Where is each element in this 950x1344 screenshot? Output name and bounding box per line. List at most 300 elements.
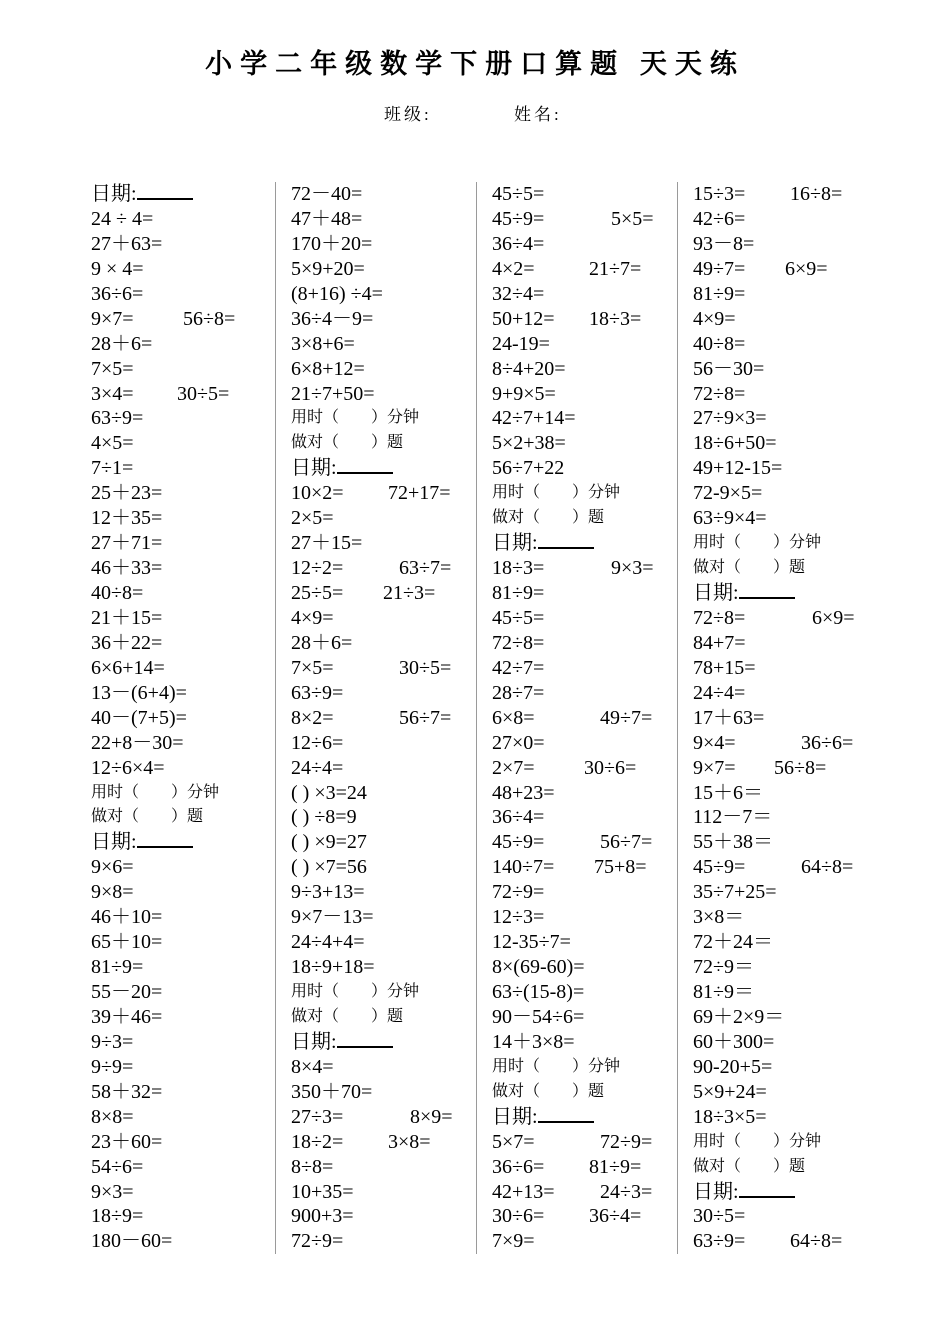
problem: 6×9= <box>785 257 828 280</box>
problem-row <box>291 855 419 880</box>
problem-row <box>492 756 637 781</box>
problem: ( ) ×9=27 <box>291 831 367 854</box>
problem-row <box>492 805 620 830</box>
problem-row <box>693 1055 821 1080</box>
name-label: 姓名: <box>514 105 562 124</box>
problem: 42÷6= <box>693 207 746 230</box>
problem: 63÷(15-8)= <box>492 981 585 1003</box>
problem-row <box>492 431 620 456</box>
problem-column-2 <box>291 182 453 1254</box>
tally-note: 用时（ ）分钟 <box>693 534 822 552</box>
problem: 4×9= <box>291 606 334 629</box>
tally-note: 用时（ ）分钟 <box>291 409 420 427</box>
problem-row <box>693 406 821 431</box>
problem-row <box>492 855 647 880</box>
date-label: 日期: <box>91 831 137 854</box>
problem: 30÷5= <box>399 656 452 679</box>
problem-row <box>291 731 419 756</box>
problem-row <box>693 1030 821 1055</box>
problem: 63÷9= <box>291 681 344 704</box>
problem-row <box>91 1080 219 1105</box>
tally-note: 用时（ ）分钟 <box>693 1132 822 1150</box>
problem: 27÷9×3= <box>693 407 767 430</box>
problem: 8×9= <box>410 1105 453 1128</box>
problem: 48+23= <box>492 781 555 804</box>
problem-row <box>291 1229 419 1254</box>
problem: 42÷7= <box>492 656 545 679</box>
problem-row <box>291 481 451 506</box>
problem-row <box>91 1180 219 1205</box>
problem: 8×8= <box>91 1105 134 1128</box>
problem-row <box>291 257 419 282</box>
problem: 24-19= <box>492 332 550 355</box>
problem: 72÷8= <box>693 382 746 405</box>
problem: 21＋15= <box>91 606 163 629</box>
problem-row <box>693 606 855 631</box>
problem: 45÷9= <box>492 207 545 230</box>
problem-row <box>291 1180 419 1205</box>
problem: 9×8= <box>91 881 134 904</box>
problem-row <box>693 756 827 781</box>
problem-row <box>693 207 821 232</box>
problem: 72+17= <box>388 482 451 505</box>
problem-column-1 <box>91 182 236 1254</box>
date-label: 日期: <box>291 1030 337 1053</box>
problem: 54÷6= <box>91 1155 144 1178</box>
problem-row <box>91 606 219 631</box>
problem: 24÷3= <box>600 1180 653 1203</box>
problem: 12-35÷7= <box>492 931 571 954</box>
problem-row <box>492 456 620 481</box>
problem-row <box>91 232 219 257</box>
problem: 56÷7+22 <box>492 457 565 480</box>
class-label: 班级: <box>384 105 432 124</box>
problem: 6×8= <box>492 706 535 729</box>
problem-row <box>492 706 653 731</box>
problem-row <box>291 880 419 905</box>
problem-row <box>291 1155 419 1180</box>
problem-row <box>492 1204 642 1229</box>
date-row <box>492 1105 620 1130</box>
problem-row <box>492 1229 620 1254</box>
problem: (8+16) ÷4= <box>291 282 383 305</box>
problem-row <box>291 1105 453 1130</box>
problem-row <box>291 631 419 656</box>
problem: 72÷8= <box>693 606 746 629</box>
problem: 72÷9= <box>492 881 545 904</box>
problem-row <box>693 1080 821 1105</box>
problem: 75+8= <box>594 856 647 879</box>
date-label: 日期: <box>91 183 137 205</box>
problem-row <box>492 581 620 606</box>
problem-row <box>492 731 620 756</box>
tally-note: 做对（ ）题 <box>492 509 605 527</box>
problem-row <box>291 905 419 930</box>
date-blank-line[interactable] <box>538 1106 594 1123</box>
problem-row <box>291 307 419 332</box>
date-blank-line[interactable] <box>337 457 393 474</box>
problem-row <box>91 531 219 556</box>
date-blank-line[interactable] <box>739 1181 795 1198</box>
problem: 9×3= <box>91 1180 134 1203</box>
problem-row <box>492 307 642 332</box>
column-divider <box>275 182 276 1254</box>
date-row <box>693 1180 821 1205</box>
problem-row <box>291 1130 431 1155</box>
problem: 28＋6= <box>291 631 353 654</box>
date-row <box>91 182 219 207</box>
problem: 3×8+6= <box>291 332 355 355</box>
problem-row <box>492 980 620 1005</box>
problem: 9÷3+13= <box>291 881 365 904</box>
problem-row <box>693 955 821 980</box>
date-row <box>291 1030 419 1055</box>
problem: 27÷3= <box>291 1105 344 1128</box>
problem-row <box>291 332 419 357</box>
problem: 45÷9= <box>492 831 545 854</box>
problem: 50+12= <box>492 307 555 330</box>
problem: 32÷4= <box>492 282 545 305</box>
problem: 63÷7= <box>399 557 452 580</box>
problem: 78+15= <box>693 656 756 679</box>
problem: 24÷4+4= <box>291 931 365 954</box>
problem-row <box>492 1180 653 1205</box>
problem: 140÷7= <box>492 856 555 879</box>
problem: 9+9×5= <box>492 382 556 405</box>
problem: 22+8－30= <box>91 731 184 754</box>
problem-row <box>693 855 854 880</box>
problem-row <box>291 1055 419 1080</box>
problem-row <box>693 332 821 357</box>
problem: 27＋71= <box>91 532 163 555</box>
problem-row <box>91 855 219 880</box>
problem-row <box>291 706 452 731</box>
problem-row <box>291 357 419 382</box>
problem: 8÷4+20= <box>492 357 566 380</box>
problem: 69＋2×9＝ <box>693 1005 785 1028</box>
problem: 180－60= <box>91 1230 173 1253</box>
problem: 36÷4－9= <box>291 307 374 330</box>
problem: 25＋23= <box>91 482 163 505</box>
problem: 40÷8= <box>693 332 746 355</box>
problem: 10+35= <box>291 1180 354 1203</box>
problem-row <box>91 1155 219 1180</box>
tally-note: 做对（ ）题 <box>693 1157 806 1175</box>
problem: 12÷3= <box>492 906 545 929</box>
problem: 40÷8= <box>91 582 144 604</box>
problem: 24÷4= <box>693 681 746 704</box>
problem: 81÷9= <box>589 1155 642 1178</box>
problem: 6×9= <box>812 606 855 629</box>
problem-row <box>693 706 821 731</box>
problem-row <box>291 556 452 581</box>
date-blank-line[interactable] <box>137 831 193 848</box>
problem: 3×4= <box>91 382 134 405</box>
problem-row <box>291 1080 419 1105</box>
problem-row <box>693 456 821 481</box>
problem: 56－30= <box>693 357 765 380</box>
problem: 45÷9= <box>693 856 746 879</box>
problem-row <box>91 382 230 407</box>
problem-row <box>693 506 821 531</box>
problem-row <box>492 556 654 581</box>
problem-row <box>492 681 620 706</box>
problem: 49+12-15= <box>693 457 783 480</box>
problem-row <box>91 1105 219 1130</box>
problem-row <box>492 232 620 257</box>
problem-row <box>492 656 620 681</box>
problem: 35÷7+25= <box>693 881 777 904</box>
problem: 36÷4= <box>589 1205 642 1228</box>
problem-row <box>91 207 219 232</box>
date-blank-line[interactable] <box>739 582 795 599</box>
problem: 72-9×5= <box>693 482 763 505</box>
problem: 93－8= <box>693 232 755 255</box>
date-blank-line[interactable] <box>337 1031 393 1048</box>
problem: 30÷6= <box>492 1205 545 1228</box>
problem: 5×9+24= <box>693 1080 767 1103</box>
problem: ( ) ×3=24 <box>291 781 367 804</box>
problem: 81÷9＝ <box>693 981 754 1003</box>
problem-row <box>91 681 219 706</box>
problem-row <box>291 207 419 232</box>
problem-row <box>291 581 436 606</box>
problem: 47＋48= <box>291 207 363 230</box>
problem: ( ) ÷8=9 <box>291 806 357 829</box>
problem-column-4 <box>693 182 855 1254</box>
problem: 60＋300= <box>693 1030 775 1053</box>
problem-row <box>91 581 219 606</box>
date-blank-line[interactable] <box>137 183 193 200</box>
problem-row <box>693 1204 821 1229</box>
problem: 49÷7= <box>600 706 653 729</box>
problem: 42÷7+14= <box>492 407 576 430</box>
problem: 45÷5= <box>492 183 545 205</box>
problem-row <box>291 232 419 257</box>
problem-row <box>91 1130 219 1155</box>
problem: 8×2= <box>291 706 334 729</box>
problem-row <box>91 1055 219 1080</box>
problem: 5×5= <box>611 207 654 230</box>
problem-row <box>91 307 236 332</box>
problem: 2×7= <box>492 756 535 779</box>
problem-row <box>291 282 419 307</box>
problem-row <box>91 506 219 531</box>
problem-row <box>492 830 653 855</box>
problem: 24÷4= <box>291 756 344 779</box>
problem: 16÷8= <box>790 183 843 205</box>
problem-row <box>693 1229 843 1254</box>
problem: 9×7= <box>91 307 134 330</box>
problem: 27×0= <box>492 731 545 754</box>
problem-row <box>291 756 419 781</box>
problem: 36÷6= <box>492 1155 545 1178</box>
problem-column-3 <box>492 182 654 1254</box>
problem-row <box>291 382 419 407</box>
problem: 5×9+20= <box>291 257 365 280</box>
problem-row <box>291 182 419 207</box>
problem-row <box>693 681 821 706</box>
problem-row <box>291 1204 419 1229</box>
problem-row <box>291 930 419 955</box>
tally-note: 做对（ ）题 <box>291 1007 404 1025</box>
date-label: 日期: <box>693 1180 739 1203</box>
problem-row <box>91 332 219 357</box>
problem-row <box>492 406 620 431</box>
date-blank-line[interactable] <box>538 532 594 549</box>
problem: 81÷9= <box>492 582 545 604</box>
problem-row <box>291 606 419 631</box>
problem: 15÷3= <box>693 183 746 205</box>
problem-row <box>291 830 419 855</box>
problem-row <box>91 481 219 506</box>
problem: 36÷6= <box>801 731 854 754</box>
problem: 81÷9= <box>693 282 746 305</box>
problem: 24 ÷ 4= <box>91 207 154 230</box>
problem-row <box>91 1005 219 1030</box>
problem: 8÷8= <box>291 1155 334 1178</box>
problem: 25÷5= <box>291 582 344 604</box>
problem: 36÷4= <box>492 232 545 255</box>
problem: 5×7= <box>492 1130 535 1153</box>
problem-row <box>693 1105 821 1130</box>
date-label: 日期: <box>492 532 538 555</box>
problem: 9×6= <box>91 856 134 879</box>
tally-note: 做对（ ）题 <box>291 434 404 452</box>
problem-row <box>693 307 821 332</box>
problem-row <box>291 531 419 556</box>
problem-row <box>492 1030 620 1055</box>
problem-row <box>91 880 219 905</box>
problem: 55＋38＝ <box>693 831 773 854</box>
problem: 72÷9＝ <box>693 956 754 979</box>
problem: 27＋63= <box>91 232 163 255</box>
problem: 36÷4= <box>492 806 545 829</box>
tally-note: 用时（ ）分钟 <box>291 983 420 1000</box>
date-row <box>91 830 219 855</box>
problem: 72＋24＝ <box>693 931 773 954</box>
problem-row <box>693 1005 821 1030</box>
problem: 40－(7+5)= <box>91 706 187 729</box>
problem-row <box>91 930 219 955</box>
problem: 8×(69-60)= <box>492 956 585 979</box>
problem-row <box>492 182 620 207</box>
problem: 350＋70= <box>291 1080 373 1103</box>
problem: 7÷1= <box>91 457 134 480</box>
problem: 4×5= <box>91 432 134 455</box>
problem: 7×9= <box>492 1230 535 1253</box>
problem: 7×5= <box>291 656 334 679</box>
date-label: 日期: <box>693 582 739 604</box>
problem: 3×8＝ <box>693 906 745 929</box>
problem: 36÷6= <box>91 282 144 305</box>
problem-row <box>693 481 821 506</box>
problem: 12÷6×4= <box>91 756 165 779</box>
problem-row <box>492 880 620 905</box>
problem: 56÷7= <box>600 831 653 854</box>
problem-row <box>492 606 620 631</box>
problem: 18÷9= <box>91 1205 144 1228</box>
problem: 5×2+38= <box>492 432 566 455</box>
problem: 12÷6= <box>291 731 344 754</box>
problem: 9×7－13= <box>291 906 374 929</box>
problem: 65＋10= <box>91 931 163 954</box>
problem-row <box>91 556 219 581</box>
problem: 46＋10= <box>91 906 163 929</box>
problem: 12＋35= <box>91 507 163 530</box>
problem-row <box>91 456 219 481</box>
problem: 56÷8= <box>183 307 236 330</box>
problem: 21÷7+50= <box>291 382 375 405</box>
problem: 28＋6= <box>91 332 153 355</box>
problem-row <box>693 880 821 905</box>
tally-note: 用时（ ）分钟 <box>91 783 220 801</box>
problem: 18÷2= <box>291 1130 344 1153</box>
problem-row <box>91 357 219 382</box>
problem-row <box>91 406 219 431</box>
problem: 81÷9= <box>91 956 144 979</box>
problem-row <box>492 905 620 930</box>
problem: 27＋15= <box>291 532 363 555</box>
problem: 18÷3×5= <box>693 1105 767 1128</box>
problem: 23＋60= <box>91 1130 163 1153</box>
problem-row <box>492 1005 620 1030</box>
problem-row <box>492 382 620 407</box>
problem: 4×2= <box>492 257 535 280</box>
problem: ( ) ×7=56 <box>291 856 367 879</box>
problem: 30÷5= <box>693 1205 746 1228</box>
problem-row <box>91 706 219 731</box>
problem: 72÷9= <box>600 1130 653 1153</box>
problem: 10×2= <box>291 482 344 505</box>
problem: 90－54÷6= <box>492 1005 585 1028</box>
problem-row <box>693 357 821 382</box>
problem: 4×9= <box>693 307 736 330</box>
problem-row <box>492 930 620 955</box>
date-row <box>492 531 620 556</box>
problem-row <box>693 282 821 307</box>
problem: 58＋32= <box>91 1080 163 1103</box>
problem: 46＋33= <box>91 557 163 580</box>
tally-note: 做对（ ）题 <box>492 1082 605 1100</box>
problem-row <box>693 232 821 257</box>
problem: 17＋63= <box>693 706 765 729</box>
problem: 90-20+5= <box>693 1055 773 1078</box>
date-row <box>291 456 419 481</box>
problem-row <box>693 431 821 456</box>
problem-row <box>693 731 854 756</box>
problem: 18÷3= <box>589 307 642 330</box>
problem: 55－20= <box>91 981 163 1003</box>
problem: 72÷8= <box>492 631 545 654</box>
problem: 18÷3= <box>492 557 545 580</box>
problem: 3×8= <box>388 1130 431 1153</box>
problem: 18÷9+18= <box>291 956 375 979</box>
problem: 12÷2= <box>291 557 344 580</box>
tally-note: 用时（ ）分钟 <box>492 1057 621 1075</box>
problem: 14＋3×8= <box>492 1030 575 1053</box>
column-divider <box>476 182 477 1254</box>
problem-row <box>291 681 419 706</box>
problem-row <box>492 631 620 656</box>
problem: 63÷9×4= <box>693 507 767 530</box>
problem-row <box>291 781 419 806</box>
problem: 9×3= <box>611 557 654 580</box>
problem: 72－40= <box>291 183 363 205</box>
problem-row <box>693 805 821 830</box>
problem-row <box>91 631 219 656</box>
problem-row <box>492 1155 642 1180</box>
